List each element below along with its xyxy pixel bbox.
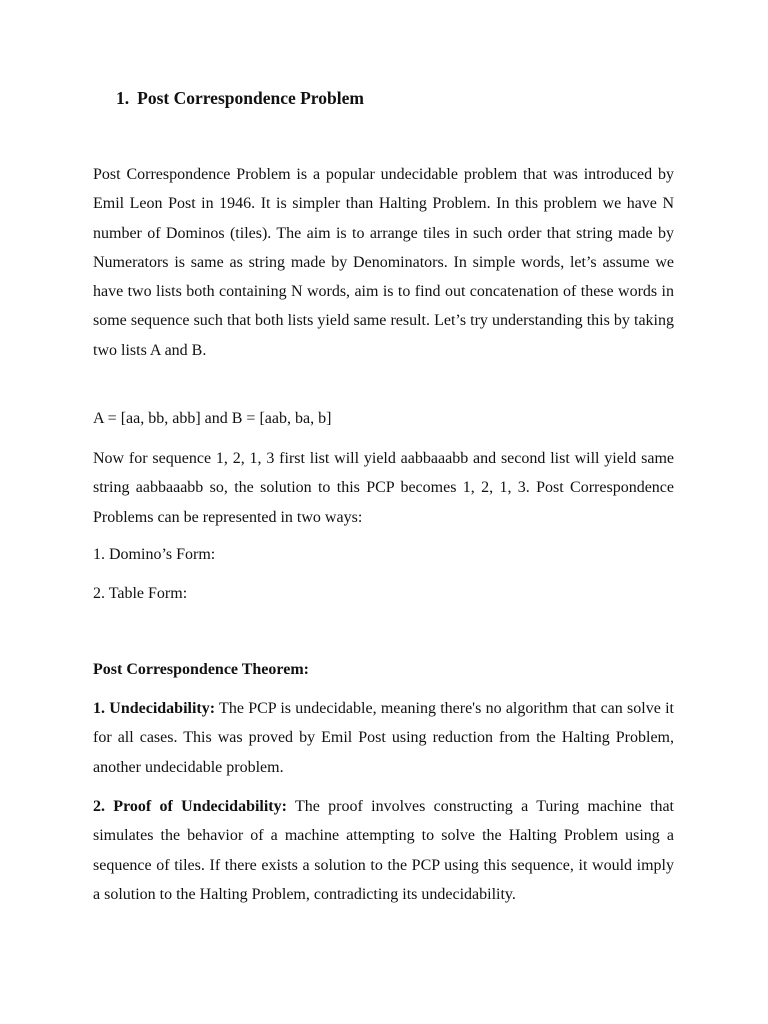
theorem-point-proof <box>93 792 674 909</box>
theorem-heading: Post Correspondence Theorem: <box>93 661 309 678</box>
point-label-undecidability: 1. Undecidability: <box>93 700 216 717</box>
section-title: Post Correspondence Problem <box>137 88 364 108</box>
point-text-undecidability: The PCP is undecidable, meaning there's no algorithm that can solve it for all cases. This was proved by Emil Post using reduction from the Halting Problem, another undecidable problem. <box>93 700 674 776</box>
lists-definition: A = [aa, bb, abb] and B = [aab, ba, b] <box>93 410 332 427</box>
intro-paragraph: Post Correspondence Problem is a popular undecidable problem that was introduced by Emil Leon Post in 1946. It is simpler than Halting Problem. In this problem we have N number of Dominos (tiles). The aim is to arrange tiles in such order that string made by Numerators is same as string made by Denominators. In simple words, let’s assume we have two lists both containing N words, aim is to find out concatenation of these words in some sequence such that both lists yield same result. Let’s try understanding this by taking two lists A and B. <box>93 166 674 359</box>
point-text-proof: The proof involves constructing a Turing machine that simulates the behavior of a machine attempting to solve the Halting Problem using a sequence of tiles. If there exists a solution to the PCP using this sequence, it would imply a solution to the Halting Problem, contradicting its undecidability. <box>93 798 674 903</box>
section-number: 1. <box>116 88 130 108</box>
point-label-proof: 2. Proof of Undecidability: <box>93 798 287 815</box>
theorem-point-undecidability <box>93 694 674 782</box>
section-heading <box>116 88 364 109</box>
form-item-table: 2. Table Form: <box>93 585 188 602</box>
sequence-paragraph: Now for sequence 1, 2, 1, 3 first list will yield aabbaaabb and second list will yield same string aabbaaabb so, the solution to this PCP becomes 1, 2, 1, 3. Post Correspondence Problems can be represented in two ways: <box>93 450 674 526</box>
form-item-dominos: 1. Domino’s Form: <box>93 546 216 563</box>
